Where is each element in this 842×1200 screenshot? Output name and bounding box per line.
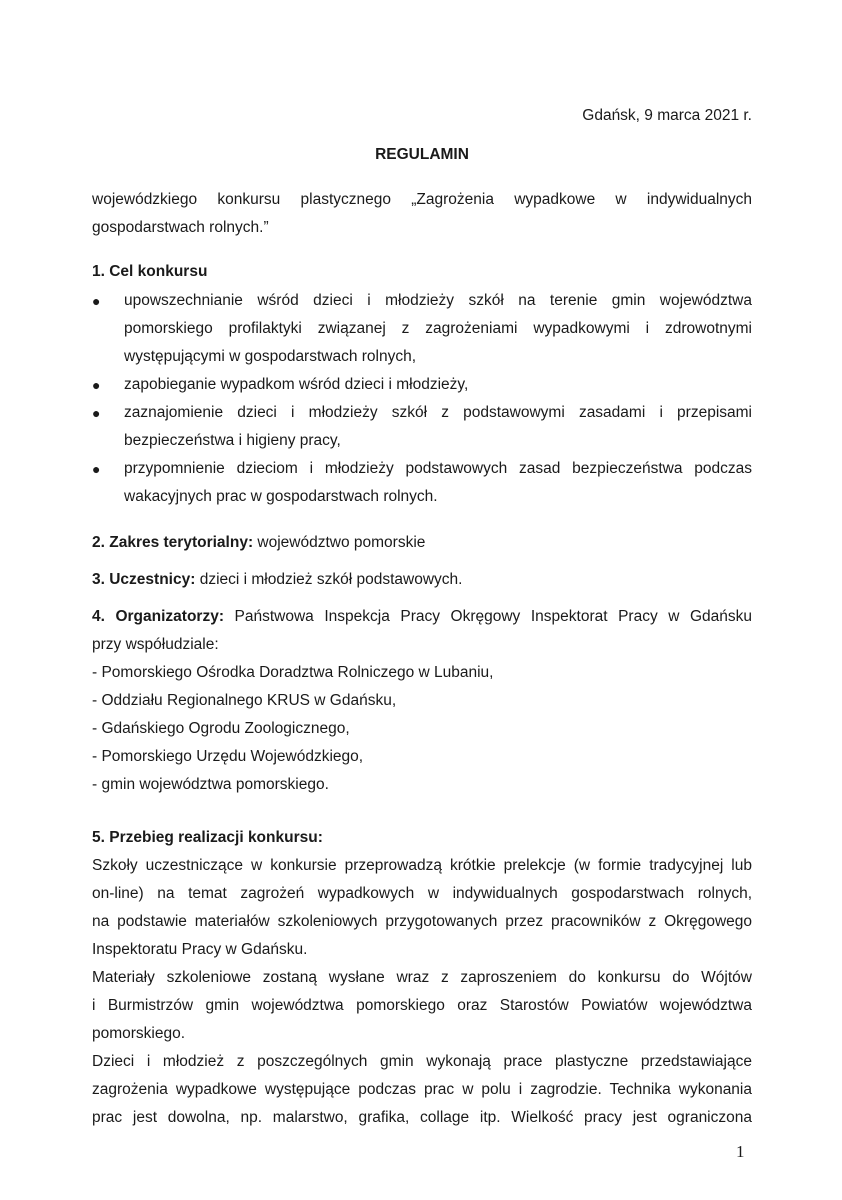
section-1-heading: 1. Cel konkursu <box>92 263 208 280</box>
section-4-heading: 4. Organizatorzy: <box>92 608 224 625</box>
section-3 <box>92 570 752 590</box>
bullet-1-line-2: pomorskiego profilaktyki związanej z zagrożeniami wypadkowymi i zdrowotnymi <box>124 320 752 337</box>
section-5-line: na podstawie materiałów szkoleniowych przygotowanych przez pracowników z Okręgowego <box>92 913 752 930</box>
organizer-item: - Pomorskiego Urzędu Wojewódzkiego, <box>92 748 364 765</box>
bullet-4-line-2: wakacyjnych prac w gospodarstwach rolnych. <box>124 488 438 505</box>
section-5-line: on-line) na temat zagrożeń wypadkowych w indywidualnych gospodarstwach rolnych, <box>92 885 752 902</box>
organizer-item: - Oddziału Regionalnego KRUS w Gdańsku, <box>92 692 397 709</box>
section-5-line: Dzieci i młodzież z poszczególnych gmin wykonają prace plastyczne przedstawiające <box>92 1053 752 1070</box>
section-4-text: Państwowa Inspekcja Pracy Okręgowy Inspektorat Pracy w Gdańsku <box>224 608 753 625</box>
bullet-icon: ● <box>92 405 101 421</box>
intro-line-2: gospodarstwach rolnych.” <box>92 219 269 236</box>
section-5-line: Szkoły uczestniczące w konkursie przeprowadzą krótkie prelekcje (w formie tradycyjnej lub <box>92 857 752 874</box>
document-title: REGULAMIN <box>375 146 469 163</box>
section-5-line: Inspektoratu Pracy w Gdańsku. <box>92 941 308 958</box>
intro-line-1: wojewódzkiego konkursu plastycznego „Zagrożenia wypadkowe w indywidualnych <box>92 191 752 208</box>
organizer-item: - Pomorskiego Ośrodka Doradztwa Rolniczego w Lubaniu, <box>92 664 494 681</box>
bullet-2-line-1: zapobieganie wypadkom wśród dzieci i młodzieży, <box>124 376 469 393</box>
bullet-3-line-1: zaznajomienie dzieci i młodzieży szkół z podstawowymi zasadami i przepisami <box>124 404 752 421</box>
bullet-icon: ● <box>92 461 101 477</box>
section-5-line: prac jest dowolna, np. malarstwo, grafika, collage itp. Wielkość pracy jest ograniczona <box>92 1109 752 1126</box>
section-5-line: pomorskiego. <box>92 1025 186 1042</box>
page-number: 1 <box>736 1142 745 1161</box>
bullet-icon: ● <box>92 293 101 309</box>
bullet-4-line-1: przypomnienie dzieciom i młodzieży podstawowych zasad bezpieczeństwa podczas <box>124 460 752 477</box>
organizer-item: - gmin województwa pomorskiego. <box>92 776 329 793</box>
section-5-line: i Burmistrzów gmin województwa pomorskiego oraz Starostów Powiatów województwa <box>92 997 752 1014</box>
section-4-line-1 <box>92 607 752 627</box>
bullet-3-line-2: bezpieczeństwa i higieny pracy, <box>124 432 341 449</box>
section-2-heading: 2. Zakres terytorialny: <box>92 534 254 551</box>
place-date: Gdańsk, 9 marca 2021 r. <box>582 107 752 124</box>
section-5-line: zagrożenia wypadkowe występujące podczas prac w polu i zagrodzie. Technika wykonania <box>92 1081 752 1098</box>
section-4-line-2: przy współudziale: <box>92 636 219 653</box>
bullet-1-line-1: upowszechnianie wśród dzieci i młodzieży szkół na terenie gmin województwa <box>124 292 752 309</box>
bullet-1-line-3: występującymi w gospodarstwach rolnych, <box>124 348 417 365</box>
section-5-line: Materiały szkoleniowe zostaną wysłane wraz z zaproszeniem do konkursu do Wójtów <box>92 969 752 986</box>
section-3-text: dzieci i młodzież szkół podstawowych. <box>195 571 463 588</box>
section-5-heading: 5. Przebieg realizacji konkursu: <box>92 829 323 846</box>
section-2 <box>92 533 752 553</box>
section-3-heading: 3. Uczestnicy: <box>92 571 196 588</box>
bullet-icon: ● <box>92 377 101 393</box>
section-2-text: województwo pomorskie <box>253 534 426 551</box>
organizer-item: - Gdańskiego Ogrodu Zoologicznego, <box>92 720 350 737</box>
